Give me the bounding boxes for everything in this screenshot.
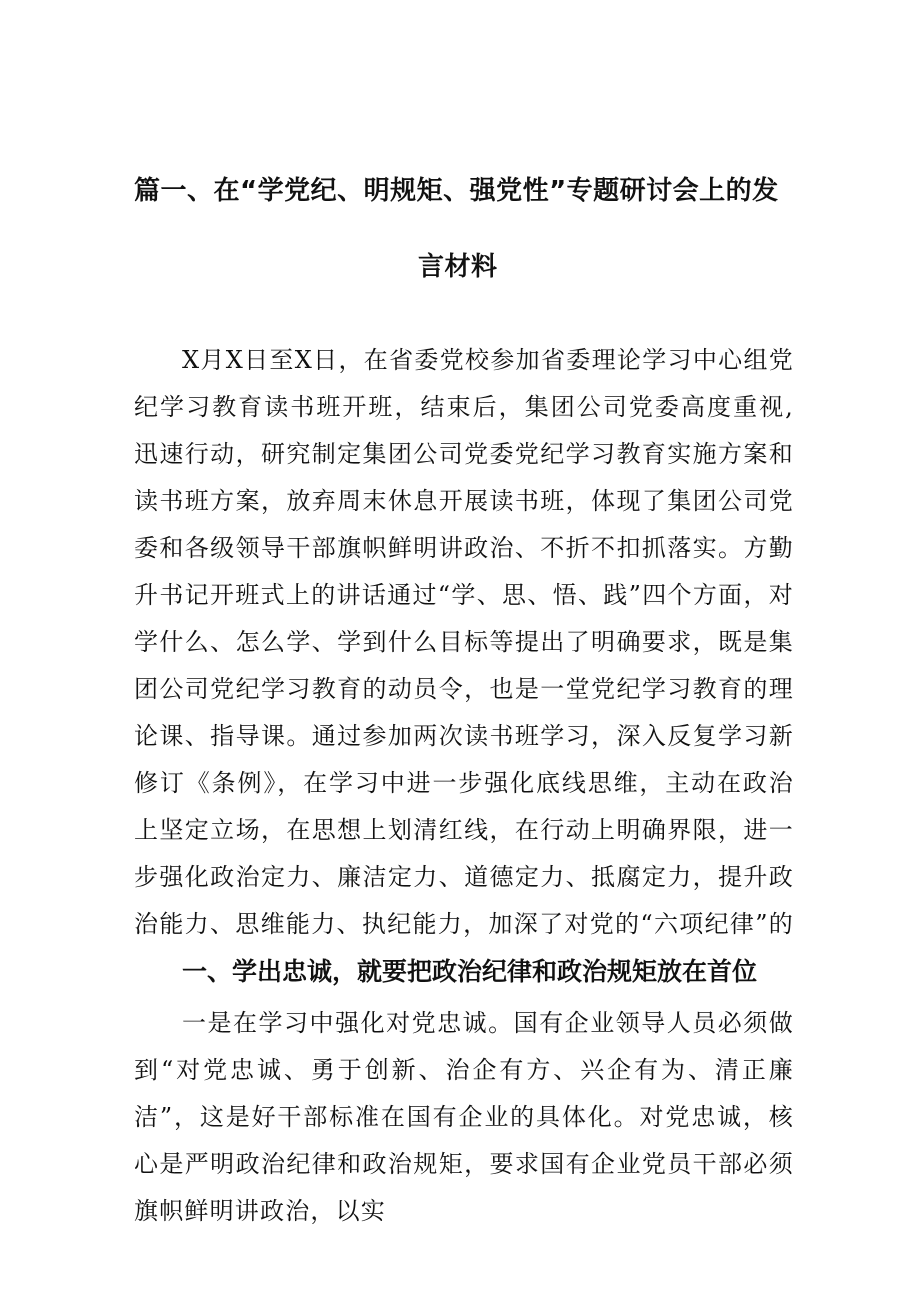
body-paragraph-1: X月X日至X日，在省委党校参加省委理论学习中心组党纪学习教育读书班开班，结束后，集团公司党委高度重视,迅速行动，研究制定集团公司党委党纪学习教育实施方案和读书班方案，放弃周末休息开展读书班，体现了集团公司党委和各级领导干部旗帜鲜明讲政治、不折不扣抓落实。方勤升书记开班式上的讲话通过“学、思、悟、践”四个方面，对学什么、怎么学、学到什么目标等提出了明确要求，既是集团公司党纪学习教育的动员令，也是一堂党纪学习教育的理论课、指导课。通过参加两次读书班学习，深入反复学习新修订《条例》，在学习中进一步强化底线思维，主动在政治上坚定立场，在思想上划清红线，在行动上明确界限，进一步强化政治定力、廉洁定力、道德定力、抵腐定力，提升政治能力、思维能力、执纪能力，加深了对党的“六项纪律”的 xyxy=(134,346,794,937)
body-paragraph-2: 一是在学习中强化对党忠诚。国有企业领导人员必须做到“对党忠诚、勇于创新、治企有方、兴企有为、清正廉洁”，这是好干部标准在国有企业的具体化。对党忠诚，核心是严明政治纪律和政治规矩，要求国有企业党员干部必须旗帜鲜明讲政治，以实 xyxy=(134,1009,794,1225)
section-heading-1: 一、学出忠诚，就要把政治纪律和政治规矩放在首位 xyxy=(182,957,758,986)
document-title-line-1: 篇一、在“学党纪、明规矩、强党性”专题研讨会上的发 xyxy=(134,176,779,206)
document-title-line-2: 言材料 xyxy=(418,252,498,282)
